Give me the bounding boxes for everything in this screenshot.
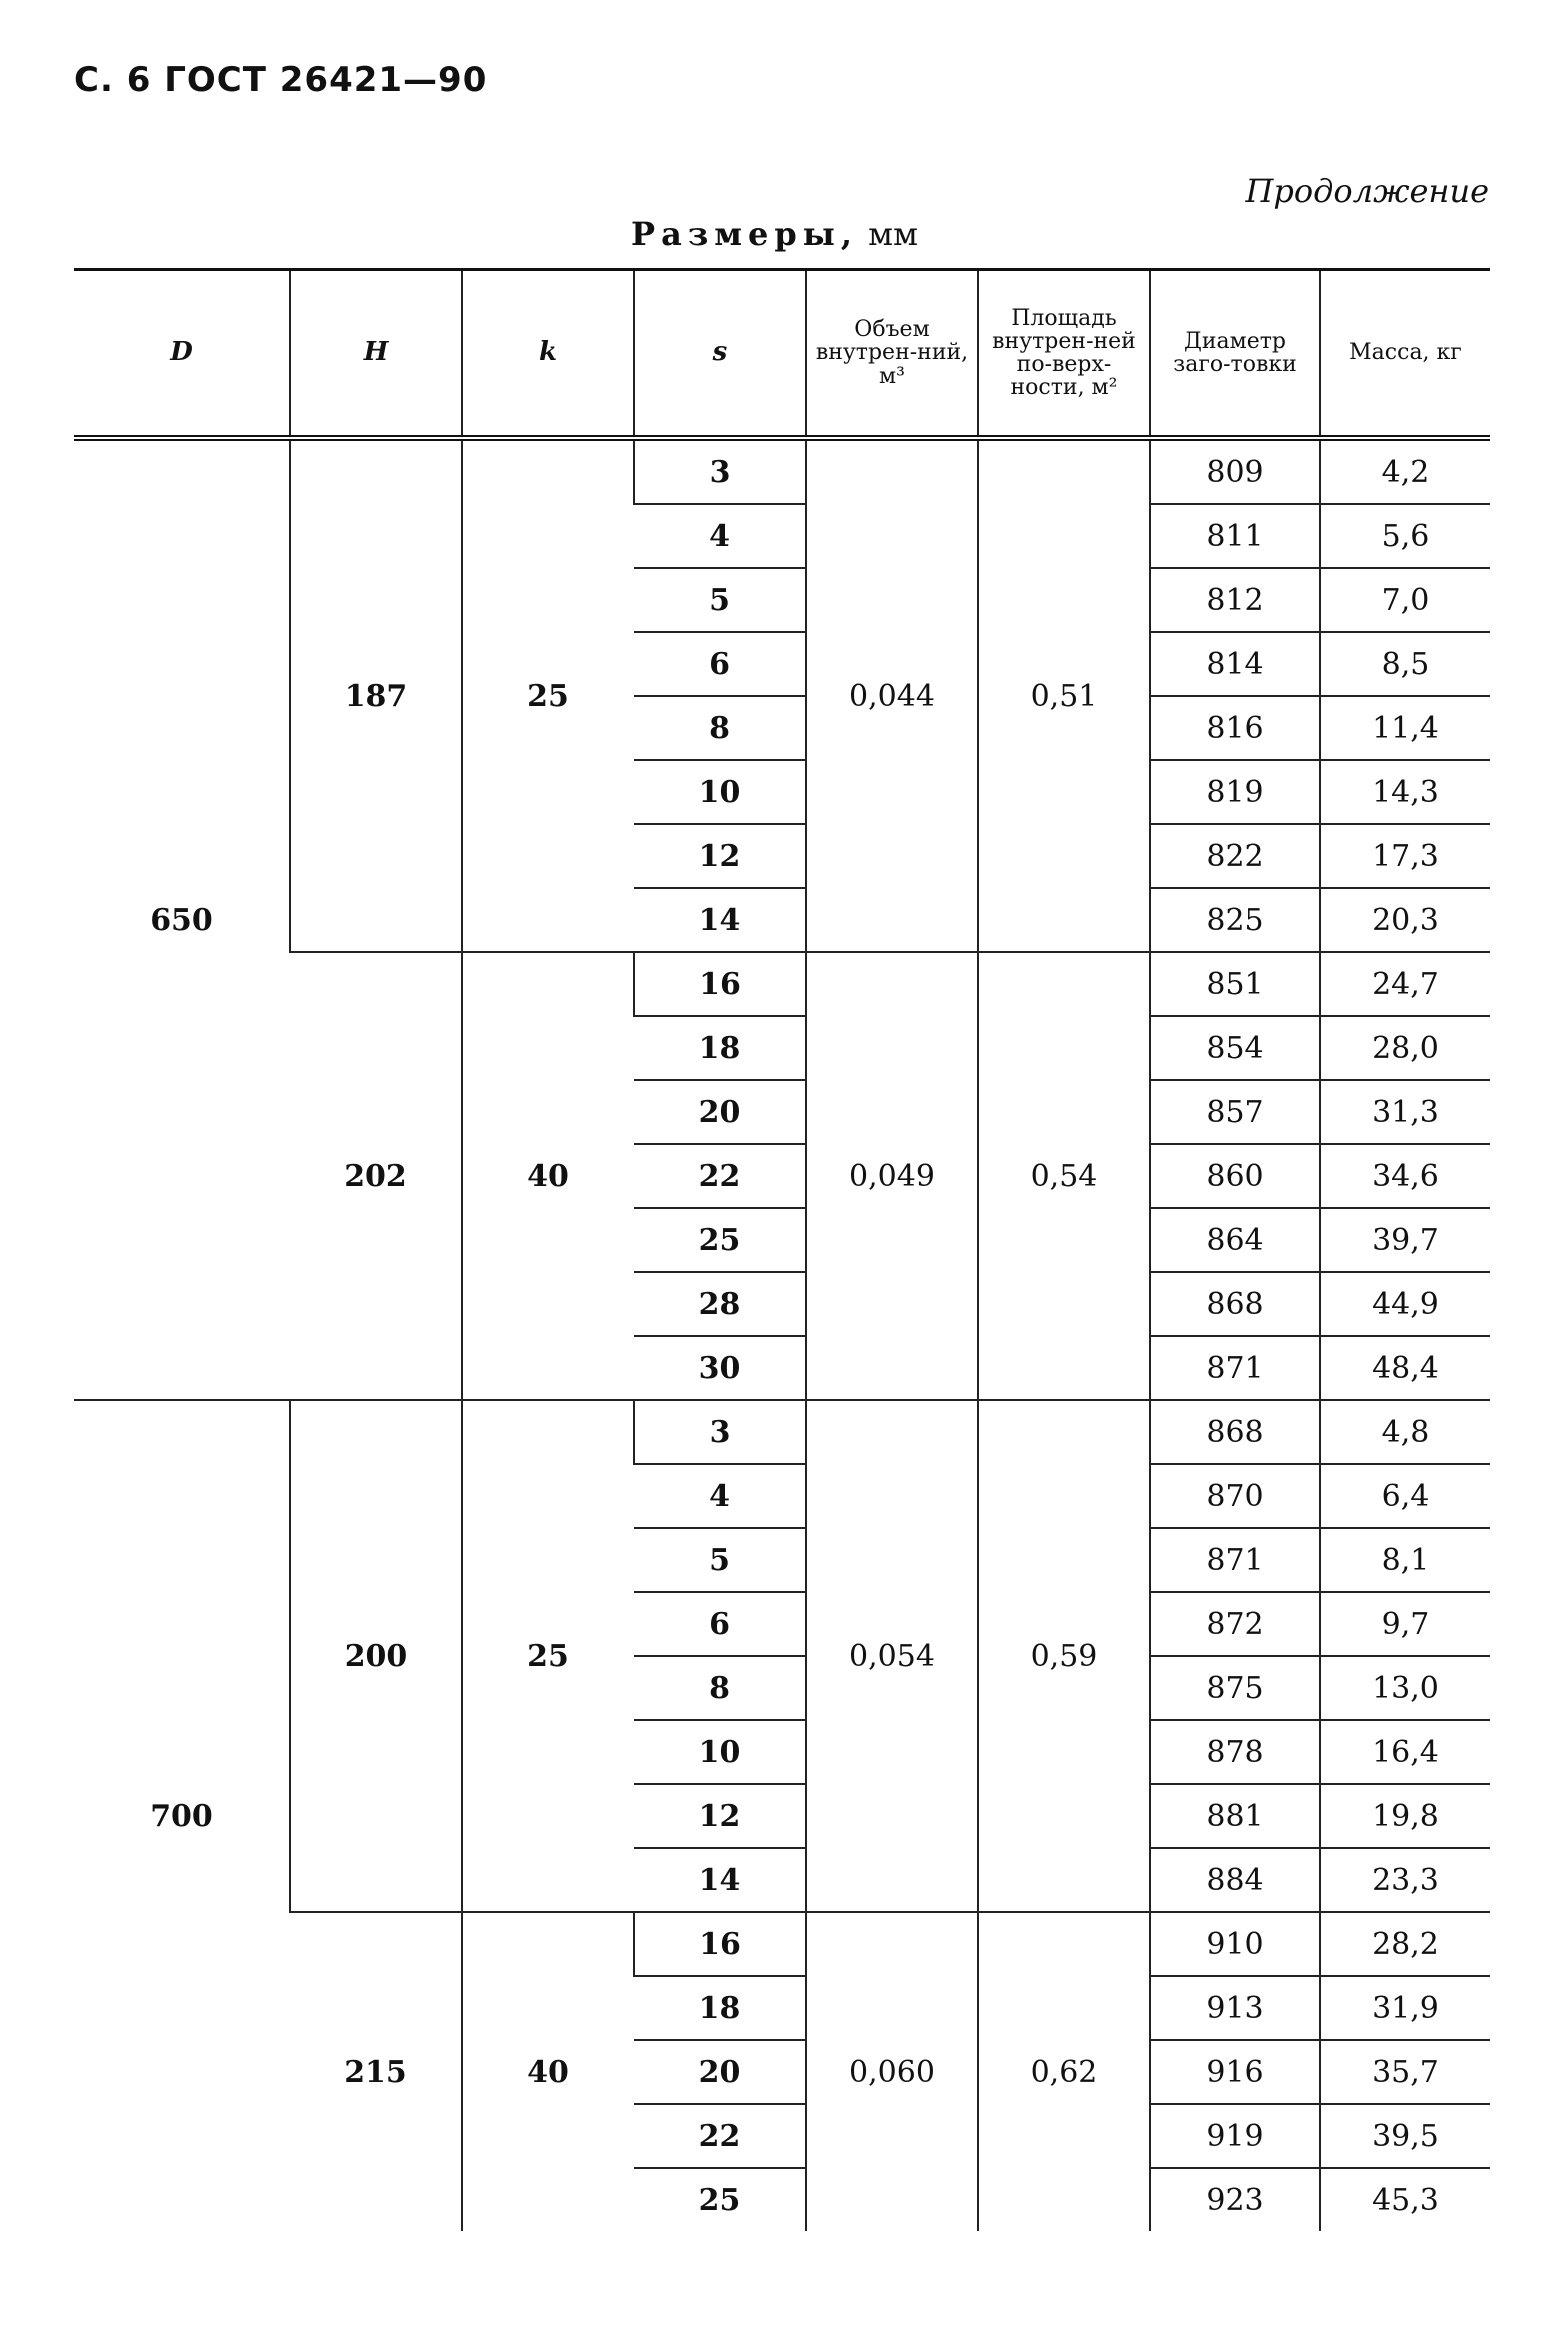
cell-mass: 9,7 <box>1320 1592 1490 1656</box>
cell-thickness-s: 22 <box>634 1144 806 1208</box>
cell-mass: 7,0 <box>1320 568 1490 632</box>
cell-blank-diameter: 868 <box>1150 1272 1320 1336</box>
col-header-k: k <box>462 270 634 439</box>
cell-mass: 24,7 <box>1320 952 1490 1016</box>
cell-thickness-s: 5 <box>634 1528 806 1592</box>
cell-mass: 39,7 <box>1320 1208 1490 1272</box>
cell-blank-diameter: 864 <box>1150 1208 1320 1272</box>
cell-blank-diameter: 878 <box>1150 1720 1320 1784</box>
cell-blank-diameter: 919 <box>1150 2104 1320 2168</box>
cell-mass: 20,3 <box>1320 888 1490 952</box>
cell-thickness-s: 30 <box>634 1336 806 1400</box>
cell-thickness-s: 6 <box>634 632 806 696</box>
cell-thickness-s: 28 <box>634 1272 806 1336</box>
cell-mass: 8,5 <box>1320 632 1490 696</box>
cell-blank-diameter: 875 <box>1150 1656 1320 1720</box>
cell-mass: 34,6 <box>1320 1144 1490 1208</box>
cell-blank-diameter: 851 <box>1150 952 1320 1016</box>
header-row <box>74 270 1490 439</box>
cell-mass: 17,3 <box>1320 824 1490 888</box>
cell-thickness-s: 22 <box>634 2104 806 2168</box>
cell-thickness-s: 16 <box>634 1912 806 1976</box>
cell-mass: 48,4 <box>1320 1336 1490 1400</box>
cell-mass: 44,9 <box>1320 1272 1490 1336</box>
cell-volume: 0,054 <box>806 1400 978 1912</box>
cell-blank-diameter: 857 <box>1150 1080 1320 1144</box>
cell-height-h: 200 <box>290 1400 462 1912</box>
cell-mass: 19,8 <box>1320 1784 1490 1848</box>
cell-height-h: 202 <box>290 952 462 1400</box>
caption-unit: мм <box>868 215 918 253</box>
cell-thickness-s: 12 <box>634 824 806 888</box>
cell-thickness-s: 5 <box>634 568 806 632</box>
cell-thickness-s: 14 <box>634 888 806 952</box>
cell-blank-diameter: 872 <box>1150 1592 1320 1656</box>
cell-thickness-s: 6 <box>634 1592 806 1656</box>
cell-blank-diameter: 854 <box>1150 1016 1320 1080</box>
col-header-h: H <box>290 270 462 439</box>
cell-blank-diameter: 884 <box>1150 1848 1320 1912</box>
cell-thickness-s: 20 <box>634 2040 806 2104</box>
cell-blank-diameter: 825 <box>1150 888 1320 952</box>
cell-thickness-s: 25 <box>698 2182 741 2218</box>
cell-area: 0,54 <box>978 952 1150 1400</box>
cell-height-h: 215 <box>344 2054 407 2090</box>
table-body <box>74 438 1490 2231</box>
cell-thickness-s: 14 <box>634 1848 806 1912</box>
cell-area: 0,51 <box>978 438 1150 952</box>
cell-thickness-s: 4 <box>634 504 806 568</box>
cell-thickness-s: 16 <box>634 952 806 1016</box>
cell-mass: 31,3 <box>1320 1080 1490 1144</box>
cell-mass: 6,4 <box>1320 1464 1490 1528</box>
col-header-s: s <box>634 270 806 439</box>
cell-blank-diameter: 870 <box>1150 1464 1320 1528</box>
cell-blank-diameter: 916 <box>1150 2040 1320 2104</box>
cell-diameter-d: 650 <box>74 438 290 1400</box>
cell-mass: 4,8 <box>1320 1400 1490 1464</box>
cell-blank-diameter: 871 <box>1150 1336 1320 1400</box>
table-row <box>74 1400 1490 1464</box>
cell-height-h: 187 <box>290 438 462 952</box>
cell-k: 40 <box>462 952 634 1400</box>
cell-thickness-s: 18 <box>634 1016 806 1080</box>
cell-blank-diameter: 819 <box>1150 760 1320 824</box>
table-row <box>74 438 1490 504</box>
cell-thickness-s: 10 <box>634 1720 806 1784</box>
cell-thickness-s: 8 <box>634 1656 806 1720</box>
cell-mass: 11,4 <box>1320 696 1490 760</box>
cell-mass: 35,7 <box>1320 2040 1490 2104</box>
col-header-area: Площадь внутрен-ней по-верх-ности, м² <box>978 270 1150 439</box>
cell-mass: 8,1 <box>1320 1528 1490 1592</box>
cell-blank-diameter: 816 <box>1150 696 1320 760</box>
cell-volume: 0,060 <box>806 1912 978 2231</box>
cell-blank-diameter: 923 <box>1150 2168 1320 2231</box>
col-header-d: D <box>74 270 290 439</box>
cell-blank-diameter: 881 <box>1150 1784 1320 1848</box>
cell-area: 0,59 <box>978 1400 1150 1912</box>
cell-blank-diameter: 814 <box>1150 632 1320 696</box>
cell-thickness-s: 25 <box>634 1208 806 1272</box>
col-header-mass: Масса, кг <box>1320 270 1490 439</box>
cell-blank-diameter: 860 <box>1150 1144 1320 1208</box>
cell-mass: 5,6 <box>1320 504 1490 568</box>
cell-blank-diameter: 913 <box>1150 1976 1320 2040</box>
cell-mass: 39,5 <box>1320 2104 1490 2168</box>
cell-mass: 28,2 <box>1320 1912 1490 1976</box>
cell-thickness-s: 20 <box>634 1080 806 1144</box>
cell-thickness-s: 12 <box>634 1784 806 1848</box>
table-caption <box>0 215 1549 253</box>
cell-blank-diameter: 822 <box>1150 824 1320 888</box>
cell-k: 25 <box>462 1400 634 1912</box>
cell-mass: 31,9 <box>1320 1976 1490 2040</box>
cell-blank-diameter: 809 <box>1150 438 1320 504</box>
cell-k: 25 <box>462 438 634 952</box>
cell-diameter-d: 700 <box>150 1798 213 1834</box>
cell-mass: 16,4 <box>1320 1720 1490 1784</box>
cell-thickness-s: 10 <box>634 760 806 824</box>
cell-mass: 14,3 <box>1320 760 1490 824</box>
dimensions-table <box>74 268 1490 2231</box>
cell-thickness-s: 3 <box>634 438 806 504</box>
col-header-volume: Объем внутрен-ний, м³ <box>806 270 978 439</box>
page-header: С. 6 ГОСТ 26421—90 <box>74 60 488 100</box>
cell-volume: 0,044 <box>806 438 978 952</box>
cell-blank-diameter: 871 <box>1150 1528 1320 1592</box>
cell-mass: 13,0 <box>1320 1656 1490 1720</box>
cell-blank-diameter: 868 <box>1150 1400 1320 1464</box>
cell-k: 40 <box>462 1912 634 2231</box>
cell-thickness-s: 8 <box>634 696 806 760</box>
cell-thickness-s: 18 <box>634 1976 806 2040</box>
cell-mass: 45,3 <box>1320 2168 1490 2231</box>
cell-mass: 28,0 <box>1320 1016 1490 1080</box>
continuation-label: Продолжение <box>1245 172 1489 210</box>
cell-thickness-s: 3 <box>634 1400 806 1464</box>
cell-blank-diameter: 811 <box>1150 504 1320 568</box>
cell-thickness-s: 4 <box>634 1464 806 1528</box>
cell-mass: 23,3 <box>1320 1848 1490 1912</box>
caption-title: Размеры, <box>631 215 858 253</box>
cell-blank-diameter: 812 <box>1150 568 1320 632</box>
cell-volume: 0,049 <box>806 952 978 1400</box>
cell-blank-diameter: 910 <box>1150 1912 1320 1976</box>
col-header-blank-diameter: Диаметр заго-товки <box>1150 270 1320 439</box>
cell-mass: 4,2 <box>1320 438 1490 504</box>
cell-area: 0,62 <box>978 1912 1150 2231</box>
dimensions-table-wrap <box>74 268 1490 2231</box>
